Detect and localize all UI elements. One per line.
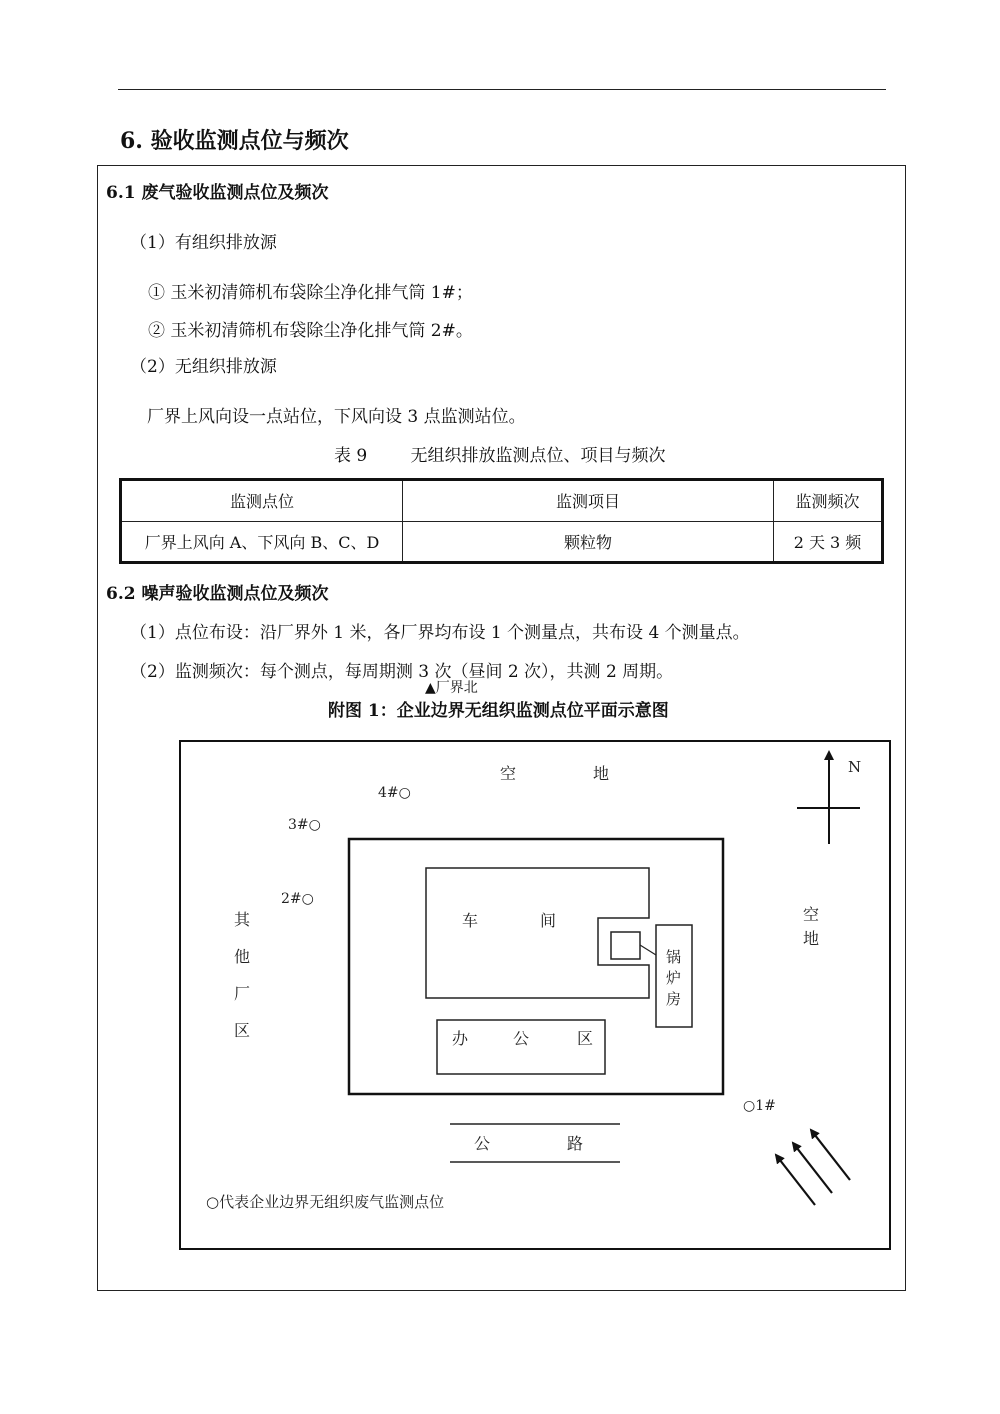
empty-land-top-1: 空 xyxy=(500,764,517,783)
organized-item-1: ① 玉米初清筛机布袋除尘净化排气筒 1#； xyxy=(148,283,473,303)
subsection-6-1-title: 6.1 废气验收监测点位及频次 xyxy=(106,183,329,203)
office-label-char: 办 xyxy=(452,1029,469,1048)
noise-layout-line: （1）点位布设：沿厂界外 1 米，各厂界均布设 1 个测量点，共布设 4 个测量点。 xyxy=(130,623,750,643)
other-factory-char: 他 xyxy=(234,947,251,966)
table-header-cell: 监测项目 xyxy=(403,480,774,522)
monitor-point-3: 3#○ xyxy=(288,817,321,833)
factory-boundary xyxy=(349,839,723,1094)
empty-land-top-2: 地 xyxy=(593,764,610,783)
empty-land-right-2: 地 xyxy=(803,929,820,948)
office-label-char: 公 xyxy=(513,1029,530,1048)
table-cell: 颗粒物 xyxy=(403,521,774,563)
monitor-point-4: 4#○ xyxy=(378,785,411,801)
unorganized-source-label: （2）无组织排放源 xyxy=(130,357,277,377)
boiler-unit xyxy=(611,932,640,959)
road-label-1: 公 xyxy=(474,1134,491,1153)
table-caption: 表 9 无组织排放监测点位、项目与频次 xyxy=(334,446,666,466)
table-cell: 厂界上风向 A、下风向 B、C、D xyxy=(121,521,403,563)
empty-land-right-1: 空 xyxy=(803,905,820,924)
workshop-building xyxy=(426,868,649,998)
table-header-cell: 监测频次 xyxy=(774,480,883,522)
section-title: 6. 验收监测点位与频次 xyxy=(120,128,349,154)
figure-caption: 附图 1：企业边界无组织监测点位平面示意图 xyxy=(328,701,669,721)
unorganized-desc: 厂界上风向设一点站位，下风向设 3 点监测站位。 xyxy=(147,407,526,427)
boiler-pointer xyxy=(640,945,656,955)
north-boundary-marker: ▲厂界北 xyxy=(425,680,478,696)
road-label-2: 路 xyxy=(567,1134,584,1153)
office-label-char: 区 xyxy=(577,1029,594,1048)
other-factory-char: 其 xyxy=(234,910,251,929)
compass-n-label: N xyxy=(848,758,862,776)
table-header-cell: 监测点位 xyxy=(121,480,403,522)
other-factory-char: 区 xyxy=(234,1021,251,1040)
monitor-point-1: ○1# xyxy=(743,1098,776,1114)
site-boundary xyxy=(180,741,890,1249)
table-cell: 2 天 3 频 xyxy=(774,521,883,563)
workshop-label-1: 车 xyxy=(462,911,479,930)
workshop-label-2: 间 xyxy=(540,911,557,930)
diagram-legend: ○代表企业边界无组织废气监测点位 xyxy=(206,1193,445,1211)
monitor-point-2: 2#○ xyxy=(281,891,314,907)
boiler-label-char: 炉 xyxy=(666,969,682,987)
organized-item-2: ② 玉米初清筛机布袋除尘净化排气筒 2#。 xyxy=(148,321,473,341)
organized-source-label: （1）有组织排放源 xyxy=(130,233,277,253)
boiler-label-char: 房 xyxy=(666,990,682,1008)
subsection-6-2-title: 6.2 噪声验收监测点位及频次 xyxy=(106,584,329,604)
other-factory-char: 厂 xyxy=(234,984,251,1003)
boiler-label-char: 锅 xyxy=(666,948,682,966)
noise-frequency-line: （2）监测频次：每个测点，每周期测 3 次（昼间 2 次），共测 2 周期。 xyxy=(130,662,674,682)
